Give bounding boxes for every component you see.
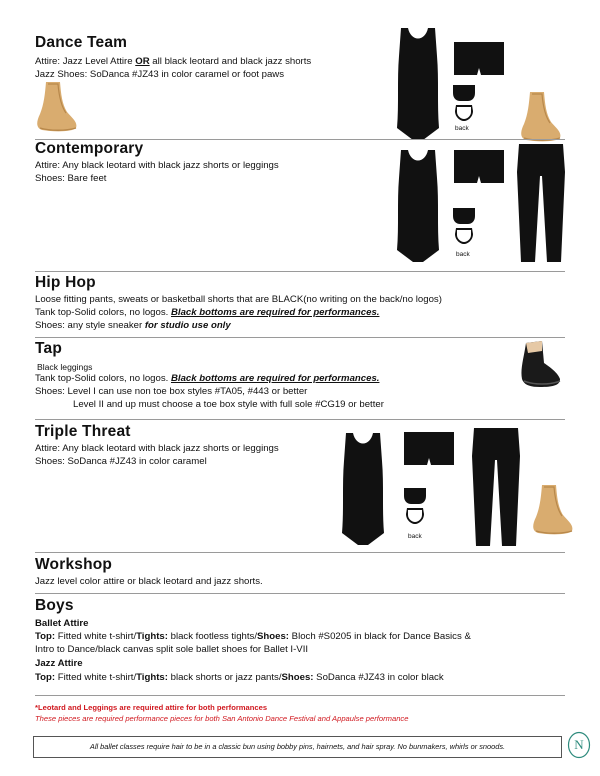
back-label: back [408, 533, 422, 540]
divider [35, 593, 565, 594]
black-jazz-shorts-image [454, 150, 504, 183]
hair-requirement-box [33, 736, 562, 758]
black-leggings-image [517, 144, 565, 262]
ballet-attire-line1: Top: Fitted white t-shirt/Tights: black footless tights/Shoes: Bloch #S0205 in black for Dance Basics & [35, 631, 471, 642]
hip-hop-line2: Tank top-Solid colors, no logos. Black bottoms are required for performances. [35, 307, 380, 318]
studio-logo [567, 731, 591, 759]
dance-team-shoes: Jazz Shoes: SoDanca #JZ43 in color caramel or foot paws [35, 69, 285, 80]
black-leotard-image [393, 28, 443, 140]
divider [35, 337, 565, 338]
black-jazz-shorts-image [404, 432, 454, 465]
dance-team-title: Dance Team [35, 34, 128, 51]
tap-line4: Level II and up must choose a toe box style with full sole #CG19 or better [73, 399, 384, 410]
tap-shoe-image [520, 341, 562, 391]
triple-threat-attire: Attire: Any black leotard with black jazz shorts or leggings [35, 443, 279, 454]
jazz-attire-line1: Top: Fitted white t-shirt/Tights: black shorts or jazz pants/Shoes: SoDanca #JZ43 in color black [35, 672, 444, 683]
jazz-shoe-caramel-image [518, 92, 568, 142]
contemporary-attire: Attire: Any black leotard with black jazz shorts or leggings [35, 160, 279, 171]
performance-note: These pieces are required performance pieces for both San Antonio Dance Festival and Appaulse performance [35, 714, 409, 723]
required-attire-note: *Leotard and Leggings are required attire for both performances [35, 703, 268, 712]
jazz-shoe-caramel-image [530, 485, 580, 535]
divider [35, 695, 565, 696]
hair-requirement-text: All ballet classes require hair to be in a classic bun using bobby pins, hairnets, and hair spray. No bunmakers, whirls or snoods. [89, 742, 506, 751]
back-label: back [455, 125, 469, 132]
ballet-attire-line2: Intro to Dance/black canvas split sole ballet shoes for Ballet I-VII [35, 644, 309, 655]
boys-title: Boys [35, 597, 74, 614]
jazz-attire-heading: Jazz Attire [35, 658, 83, 669]
contemporary-title: Contemporary [35, 140, 144, 157]
tap-line2: Tank top-Solid colors, no logos. Black bottoms are required for performances. [35, 373, 380, 384]
tap-title: Tap [35, 340, 63, 357]
triple-threat-title: Triple Threat [35, 423, 131, 440]
divider [35, 271, 565, 272]
hip-hop-line3: Shoes: any style sneaker for studio use only [35, 320, 231, 331]
jazz-shoe-caramel-image [34, 82, 84, 132]
black-leotard-image [338, 433, 388, 545]
workshop-title: Workshop [35, 556, 113, 573]
ballet-attire-heading: Ballet Attire [35, 618, 89, 629]
divider [35, 552, 565, 553]
leotard-back-image [453, 85, 475, 121]
contemporary-shoes: Shoes: Bare feet [35, 173, 107, 184]
triple-threat-shoes: Shoes: SoDanca #JZ43 in color caramel [35, 456, 207, 467]
leotard-back-image [453, 208, 475, 244]
divider [35, 419, 565, 420]
leotard-back-image [404, 488, 426, 524]
workshop-line1: Jazz level color attire or black leotard and jazz shorts. [35, 576, 263, 587]
dance-team-attire: Attire: Jazz Level Attire OR all black leotard and black jazz shorts [35, 56, 312, 67]
hip-hop-title: Hip Hop [35, 274, 96, 291]
back-label: back [456, 251, 470, 258]
hip-hop-line1: Loose fitting pants, sweats or basketball shorts that are BLACK(no writing on the back/no logos) [35, 294, 442, 305]
black-leotard-image [393, 150, 443, 262]
black-leggings-image [472, 428, 520, 546]
black-jazz-shorts-image [454, 42, 504, 75]
tap-line1: Black leggings [37, 362, 93, 372]
tap-line3: Shoes: Level I can use non toe box styles #TA05, #443 or better [35, 386, 308, 397]
logo-letter: N [574, 737, 584, 752]
